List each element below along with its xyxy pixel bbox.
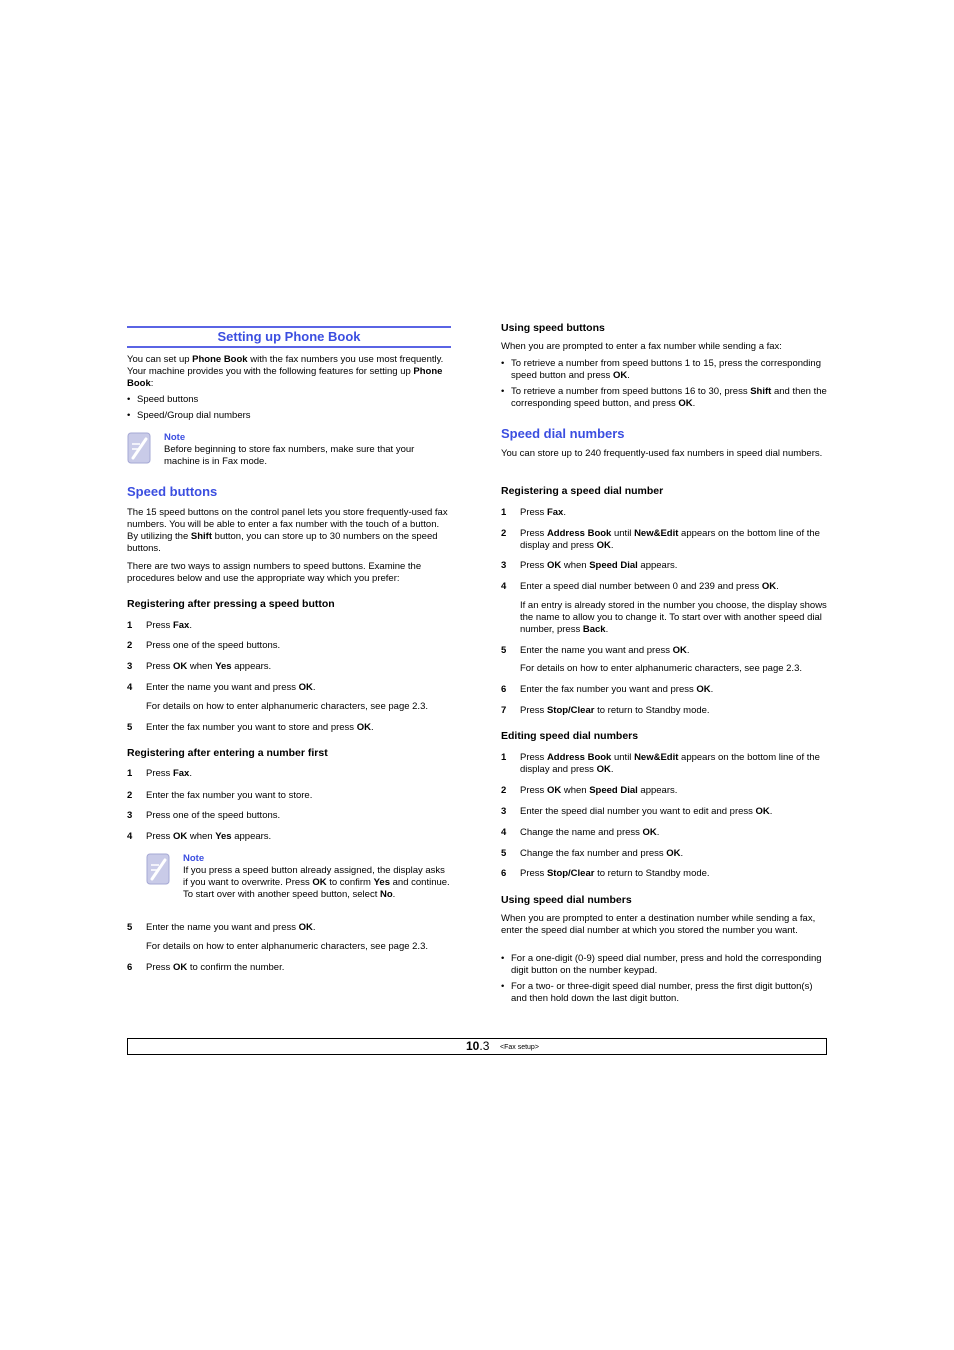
list-item: • To retrieve a number from speed buttons 16 to 30, press Shift and then the corresponding speed button, and press OK.: [501, 386, 827, 409]
note-title: Note: [183, 853, 205, 864]
step-item: 4 Enter the name you want and press OK.: [127, 682, 316, 693]
step-item: 1 Press Fax.: [501, 507, 566, 518]
step-item: 5 Enter the name you want and press OK.: [127, 922, 316, 933]
step-detail: For details on how to enter alphanumeric characters, see page 2.3.: [146, 701, 428, 712]
step-item: 3 Press OK when Yes appears.: [127, 661, 272, 672]
using-dial-intro: When you are prompted to enter a destination number while sending a fax, enter the speed dial number at which you stored the number you want.: [501, 913, 816, 936]
step-item: 5 Enter the fax number you want to store and press OK.: [127, 722, 374, 733]
note-box: [127, 432, 451, 472]
intro-paragraph: You can set up Phone Book with the fax numbers you use most frequently. Your machine provides you with the following features for setting up Phone Book:: [127, 354, 444, 389]
heading-speed-buttons: Speed buttons: [127, 484, 218, 499]
step-item: 2 Enter the fax number you want to store.: [127, 790, 313, 801]
step-item: 5 Enter the name you want and press OK.: [501, 645, 690, 656]
page-number: 10.3: [466, 1039, 490, 1053]
step-item: 3 Enter the speed dial number you want to edit and press OK.: [501, 806, 773, 817]
step-detail: For details on how to enter alphanumeric characters, see page 2.3.: [146, 941, 428, 952]
heading-using-speed-buttons: Using speed buttons: [501, 322, 605, 334]
step-item: 1 Press Fax.: [127, 768, 192, 779]
step-detail: If an entry is already stored in the number you choose, the display shows the name to allow you to change it. To start over with another speed dial number, press Back.: [520, 600, 827, 635]
section-title: Setting up Phone Book: [127, 326, 451, 348]
footer-section-name: <Fax setup>: [500, 1044, 539, 1051]
note-box: [146, 853, 451, 915]
step-item: 3 Press one of the speed buttons.: [127, 810, 281, 821]
heading-speed-dial: Speed dial numbers: [501, 426, 625, 441]
step-item: 6 Enter the fax number you want and press OK.: [501, 684, 714, 695]
step-item: 2 Press OK when Speed Dial appears.: [501, 785, 678, 796]
note-icon: [146, 853, 172, 885]
speed-buttons-paragraph-2: There are two ways to assign numbers to speed buttons. Examine the procedures below and use the appropriate way which you prefer:: [127, 561, 422, 584]
list-item: • For a two- or three-digit speed dial number, press the first digit button(s) and then hold down the last digit button.: [501, 981, 813, 1004]
step-item: 4 Change the name and press OK.: [501, 827, 660, 838]
list-item: • Speed buttons: [127, 394, 199, 405]
step-item: 1 Press Address Book until New&Edit appears on the bottom line of the display and press OK.: [501, 752, 820, 775]
step-item: 3 Press OK when Speed Dial appears.: [501, 560, 678, 571]
step-item: 6 Press OK to confirm the number.: [127, 962, 285, 973]
heading-register-dial: Registering a speed dial number: [501, 485, 664, 497]
step-item: 7 Press Stop/Clear to return to Standby mode.: [501, 705, 710, 716]
using-speed-intro: When you are prompted to enter a fax number while sending a fax:: [501, 341, 782, 352]
heading-edit-dial: Editing speed dial numbers: [501, 730, 639, 742]
note-body: If you press a speed button already assigned, the display asks if you want to overwrite. Press OK to confirm Yes and continue. To start over with another speed button, select No.: [183, 865, 450, 900]
step-item: 4 Press OK when Yes appears.: [127, 831, 272, 842]
page-footer: [127, 1038, 827, 1055]
speed-buttons-paragraph: The 15 speed buttons on the control panel lets you store frequently-used fax numbers. You will be able to enter a fax number with the touch of a button. By utilizing the Shift button, you can store up to 30 numbers on the speed buttons.: [127, 507, 448, 554]
step-detail: For details on how to enter alphanumeric characters, see page 2.3.: [520, 663, 802, 674]
note-icon: [127, 432, 153, 464]
list-item: • Speed/Group dial numbers: [127, 410, 251, 421]
heading-register-press: Registering after pressing a speed button: [127, 598, 335, 610]
step-item: 4 Enter a speed dial number between 0 and 239 and press OK.: [501, 581, 779, 592]
step-item: 2 Press one of the speed buttons.: [127, 640, 281, 651]
speed-dial-intro: You can store up to 240 frequently-used fax numbers in speed dial numbers.: [501, 448, 823, 459]
note-body: Before beginning to store fax numbers, make sure that your machine is in Fax mode.: [164, 444, 415, 467]
list-item: • To retrieve a number from speed buttons 1 to 15, press the corresponding speed button and press OK.: [501, 358, 821, 381]
step-item: 1 Press Fax.: [127, 620, 192, 631]
list-item: • For a one-digit (0-9) speed dial number, press and hold the corresponding digit button on the number keypad.: [501, 953, 822, 976]
heading-register-number: Registering after entering a number first: [127, 747, 328, 759]
step-item: 6 Press Stop/Clear to return to Standby mode.: [501, 868, 710, 879]
heading-using-dial: Using speed dial numbers: [501, 894, 632, 906]
step-item: 2 Press Address Book until New&Edit appears on the bottom line of the display and press OK.: [501, 528, 820, 551]
note-title: Note: [164, 432, 186, 443]
step-item: 5 Change the fax number and press OK.: [501, 848, 684, 859]
